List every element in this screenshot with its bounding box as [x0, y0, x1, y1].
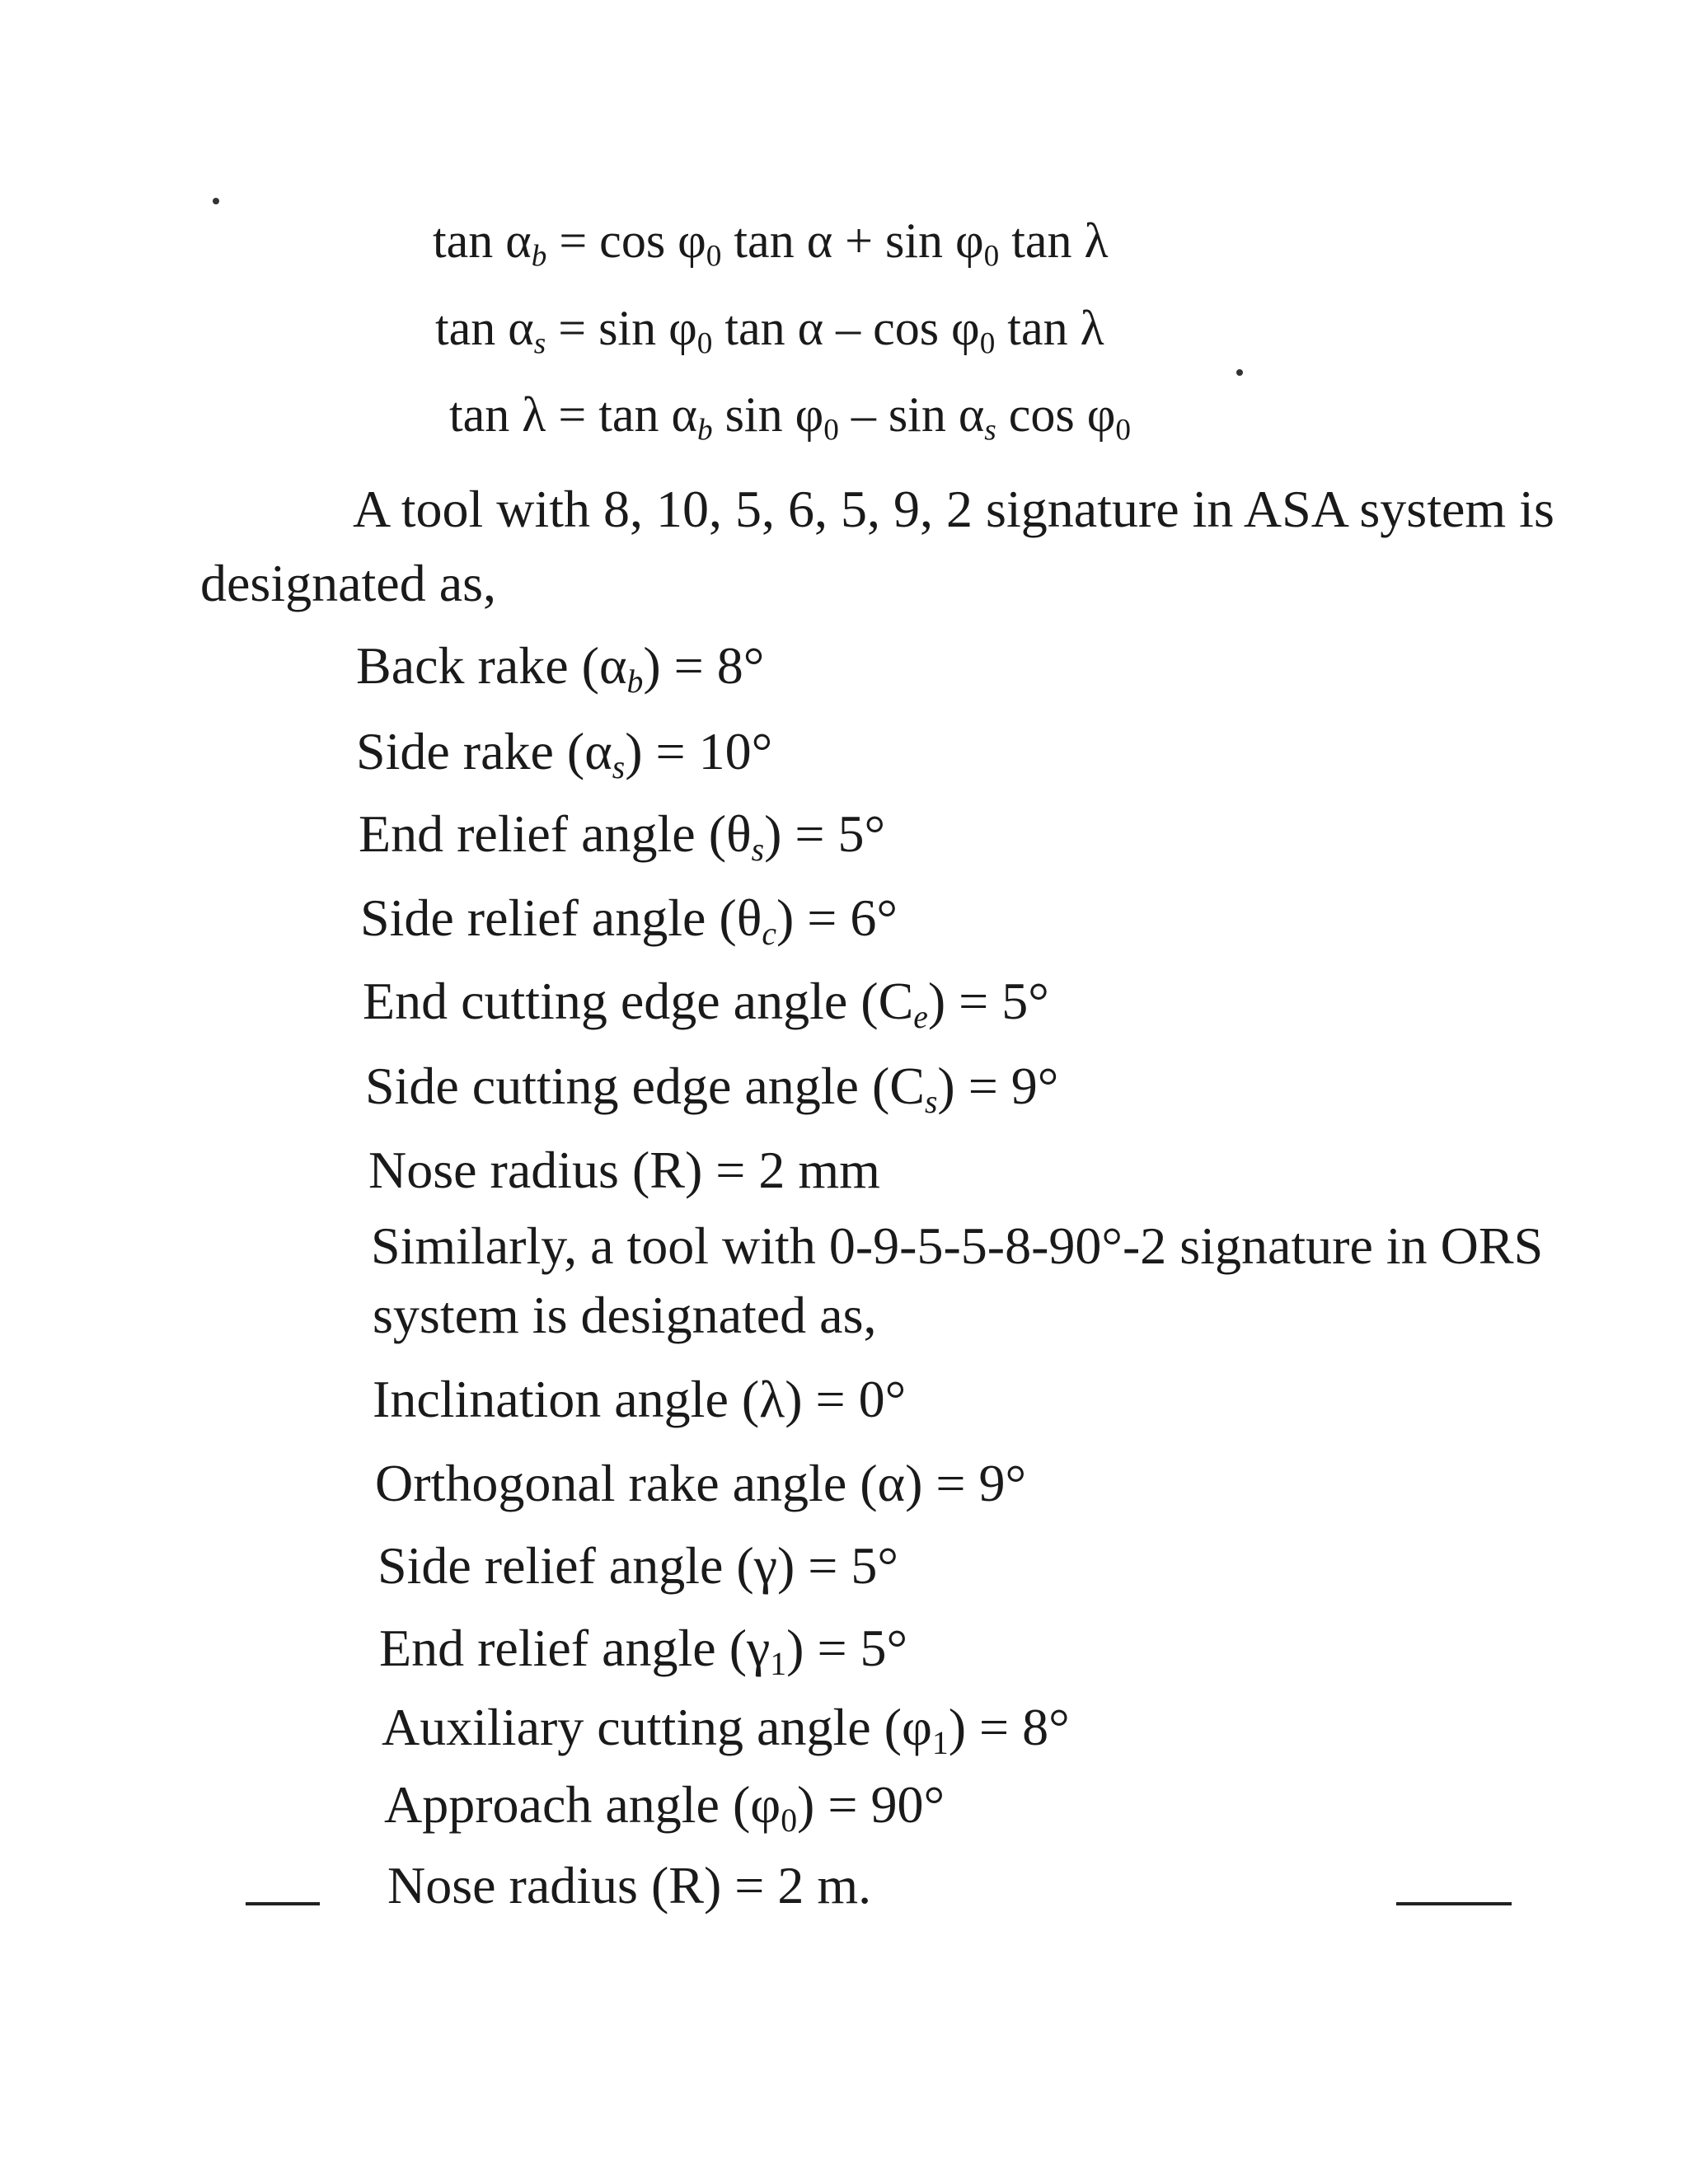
ors-item-auxiliary-cutting: Auxiliary cutting angle $(\varphi_1) = 8^\circ$ [382, 1698, 1070, 1762]
ors-item-side-relief: Side relief angle (γ) = 5° [377, 1536, 898, 1595]
equation-back-rake: $\tan \alpha_b = \cos \varphi_0$ $\tan \alpha + \sin \varphi_0$ tan λ [433, 213, 1109, 274]
asa-item-side-cutting-edge: Side cutting edge angle $(C_s) = 9^\circ$ [365, 1057, 1059, 1121]
bottom-rule-left [246, 1902, 320, 1905]
asa-item-end-relief: End relief angle $(\theta_s) = 5^\circ$ [359, 804, 886, 869]
asa-item-side-relief: Side relief angle $(\theta_c) = 6^\circ$ [360, 888, 898, 953]
asa-item-end-cutting-edge: End cutting edge angle $(C_e) = 5^\circ$ [363, 972, 1049, 1036]
asa-intro-line1: A tool with 8, 10, 5, 6, 5, 9, 2 signature in ASA system is [353, 480, 1554, 538]
bottom-rule-right [1396, 1902, 1512, 1905]
asa-item-nose-radius: Nose radius (R) = 2 mm [368, 1141, 880, 1199]
equation-side-rake: $\tan \alpha_s = \sin \varphi_0$ tan α – $\cos \varphi_0$ tan λ [435, 301, 1104, 361]
asa-item-side-rake: Side rake $(\alpha_s) = 10^\circ$ [356, 722, 773, 786]
ors-intro-line1: Similarly, a tool with 0-9-5-5-8-90°-2 signature in ORS [371, 1216, 1544, 1275]
ors-intro-line2: system is designated as, [373, 1286, 877, 1344]
ors-item-nose-radius: Nose radius (R) = 2 m. [387, 1856, 872, 1915]
ors-item-inclination: Inclination angle (λ) = 0° [373, 1370, 907, 1428]
ors-item-approach: Approach angle $(\varphi_0) = 90^\circ$ [384, 1775, 945, 1840]
ors-item-orthogonal-rake: Orthogonal rake angle (α) = 9° [375, 1454, 1027, 1512]
scan-speck [213, 198, 219, 204]
scan-speck [1236, 369, 1243, 376]
equation-inclination: $\tan \lambda = \tan \alpha_b$ $\sin \varphi_0$ – $\sin \alpha_s$ $\cos \varphi_0$ [449, 387, 1131, 448]
ors-item-end-relief: End relief angle $(\gamma_1) = 5^\circ$ [379, 1619, 908, 1683]
asa-item-back-rake: Back rake $(\alpha_b) = 8^\circ$ [356, 636, 765, 701]
asa-intro-line2: designated as, [200, 554, 496, 612]
